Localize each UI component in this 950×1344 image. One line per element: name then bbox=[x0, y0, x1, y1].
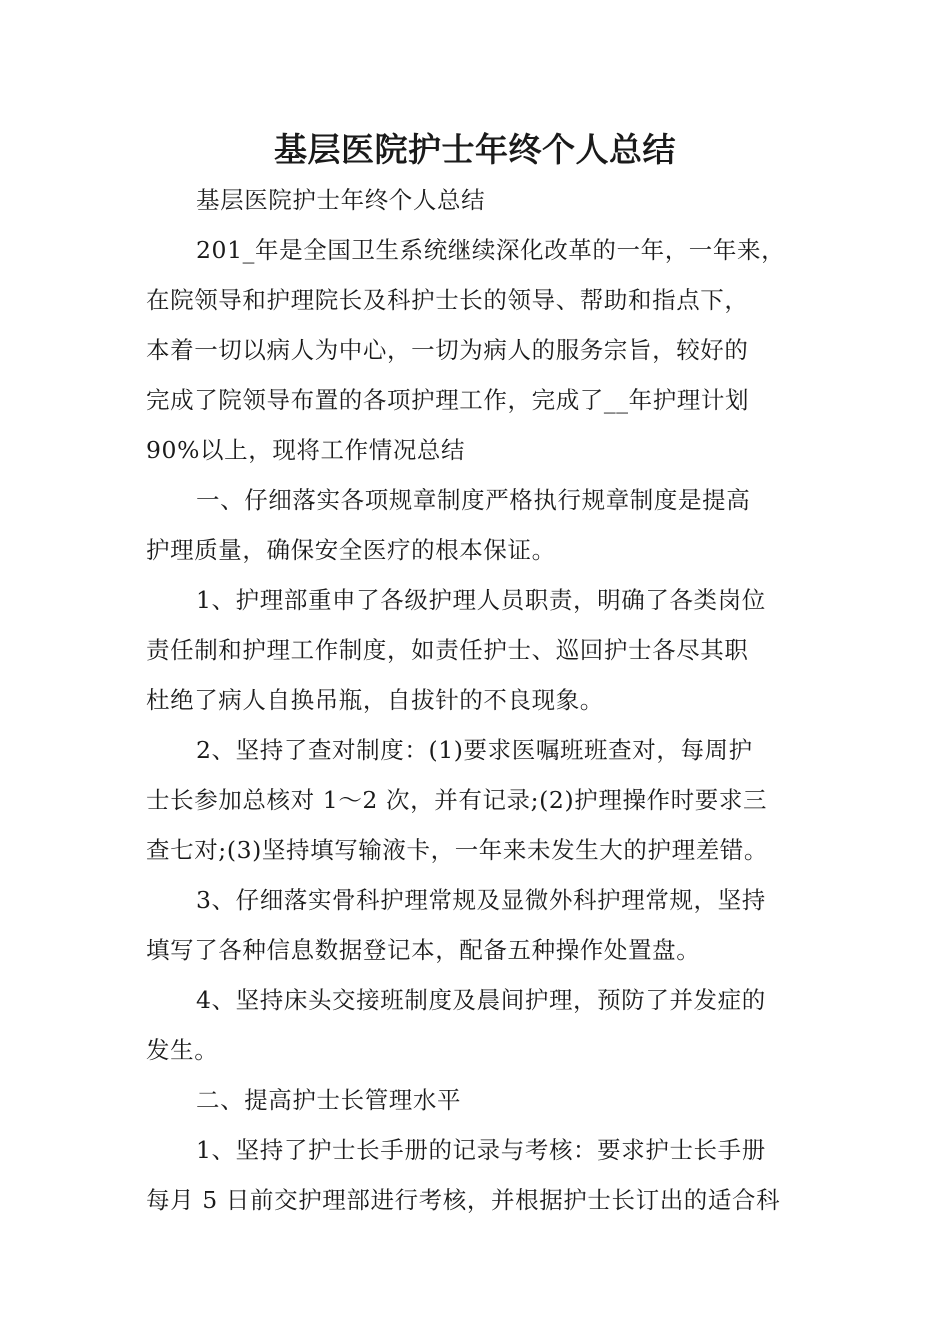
body-line: 本着一切以病人为中心，一切为病人的服务宗旨，较好的 bbox=[146, 336, 749, 364]
body-line: 基层医院护士年终个人总结 bbox=[196, 186, 486, 214]
body-line: 杜绝了病人自换吊瓶，自拔针的不良现象。 bbox=[146, 686, 604, 714]
body-line: 查七对;(3)坚持填写输液卡，一年来未发生大的护理差错。 bbox=[146, 836, 769, 864]
body-line: 发生。 bbox=[146, 1036, 219, 1064]
body-line: 2、坚持了查对制度：(1)要求医嘱班班查对，每周护 bbox=[196, 736, 753, 764]
body-line: 护理质量，确保安全医疗的根本保证。 bbox=[146, 536, 556, 564]
body-line: 90%以上，现将工作情况总结 bbox=[146, 436, 466, 464]
body-line: 1、护理部重申了各级护理人员职责，明确了各类岗位 bbox=[196, 586, 766, 614]
body-line: 一、仔细落实各项规章制度严格执行规章制度是提高 bbox=[196, 486, 751, 514]
body-line: 填写了各种信息数据登记本，配备五种操作处置盘。 bbox=[146, 936, 701, 964]
body-line: 1、坚持了护士长手册的记录与考核：要求护士长手册 bbox=[196, 1136, 766, 1164]
body-line: 在院领导和护理院长及科护士长的领导、帮助和指点下， bbox=[146, 286, 749, 314]
body-line: 二、提高护士长管理水平 bbox=[196, 1086, 462, 1114]
body-line: 3、仔细落实骨科护理常规及显微外科护理常规，坚持 bbox=[196, 886, 766, 914]
body-line: 4、坚持床头交接班制度及晨间护理，预防了并发症的 bbox=[196, 986, 766, 1014]
body-line: 完成了院领导布置的各项护理工作，完成了__年护理计划 bbox=[146, 386, 750, 414]
body-line: 201_年是全国卫生系统继续深化改革的一年，一年来， bbox=[196, 236, 786, 264]
document-title: 基层医院护士年终个人总结 bbox=[274, 130, 676, 169]
body-line: 每月 5 日前交护理部进行考核，并根据护士长订出的适合科 bbox=[146, 1186, 781, 1214]
body-line: 士长参加总核对 1～2 次，并有记录;(2)护理操作时要求三 bbox=[146, 786, 768, 814]
body-line: 责任制和护理工作制度，如责任护士、巡回护士各尽其职 bbox=[146, 636, 749, 664]
